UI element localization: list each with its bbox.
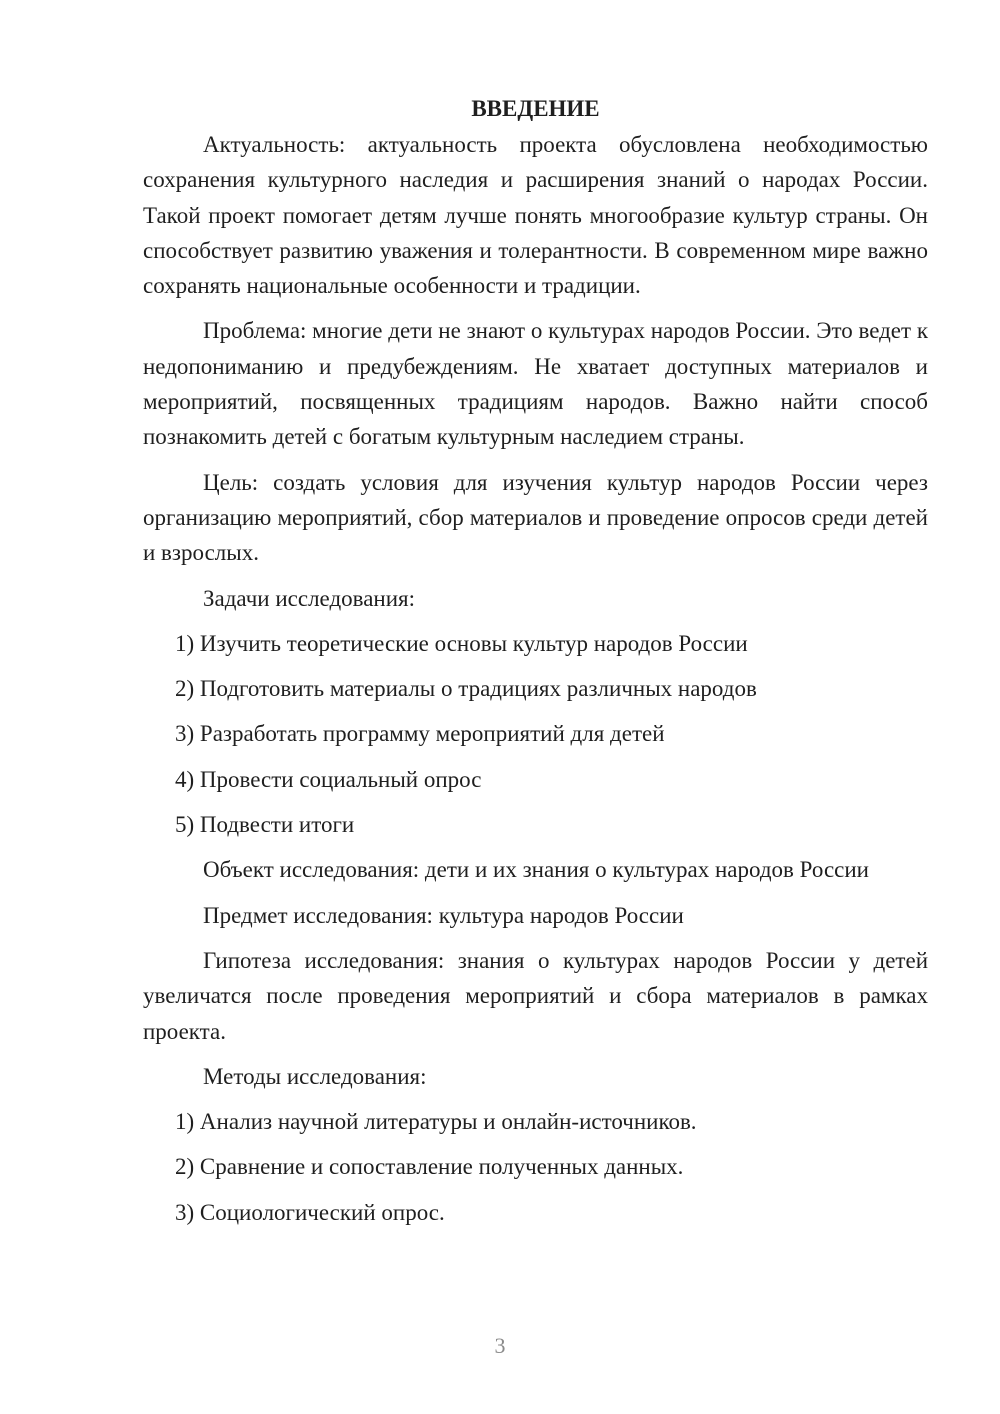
tasks-heading: Задачи исследования:	[203, 585, 416, 611]
list-item: 2) Подготовить материалы о традициях различных народов	[175, 676, 757, 702]
page-number: 3	[494, 1333, 506, 1358]
tasks-list	[143, 626, 928, 842]
list-item: 4) Провести социальный опрос	[175, 766, 482, 792]
list-item: 1) Изучить теоретические основы культур народов России	[175, 630, 748, 656]
page-content	[143, 94, 928, 1240]
section-title: ВВЕДЕНИЕ	[471, 96, 600, 121]
list-item: 5) Подвести итоги	[175, 812, 355, 838]
list-item: 2) Сравнение и сопоставление полученных данных.	[175, 1154, 684, 1180]
subject-line: Предмет исследования: культура народов России	[203, 902, 684, 928]
list-item: 3) Разработать программу мероприятий для детей	[175, 721, 665, 747]
methods-list	[143, 1104, 928, 1230]
list-item: 1) Анализ научной литературы и онлайн-источников.	[175, 1109, 697, 1135]
object-line: Объект исследования: дети и их знания о культурах народов России	[203, 857, 869, 883]
problem-paragraph: Проблема: многие дети не знают о культурах народов России. Это ведет к недопониманию и предубеждениям. Не хватает доступных материалов и мероприятий, посвященных традициям народов. Важно найти способ познакомить детей с богатым культурным наследием страны.	[143, 318, 928, 450]
list-item: 3) Социологический опрос.	[175, 1199, 445, 1225]
hypothesis-paragraph: Гипотеза исследования: знания о культурах народов России у детей увеличатся после проведения мероприятий и сбора материалов в рамках проекта.	[143, 947, 928, 1044]
goal-paragraph: Цель: создать условия для изучения культур народов России через организацию мероприятий, сбор материалов и проведение опросов среди детей и взрослых.	[143, 469, 928, 566]
relevance-paragraph: Актуальность: актуальность проекта обусловлена необходимостью сохранения культурного наследия и расширения знаний о народах России. Такой проект помогает детям лучше понять многообразие культур страны. Он способствует развитию уважения и толерантности. В современном мире важно сохранять национальные особенности и традиции.	[143, 132, 928, 299]
methods-heading: Методы исследования:	[203, 1063, 427, 1089]
